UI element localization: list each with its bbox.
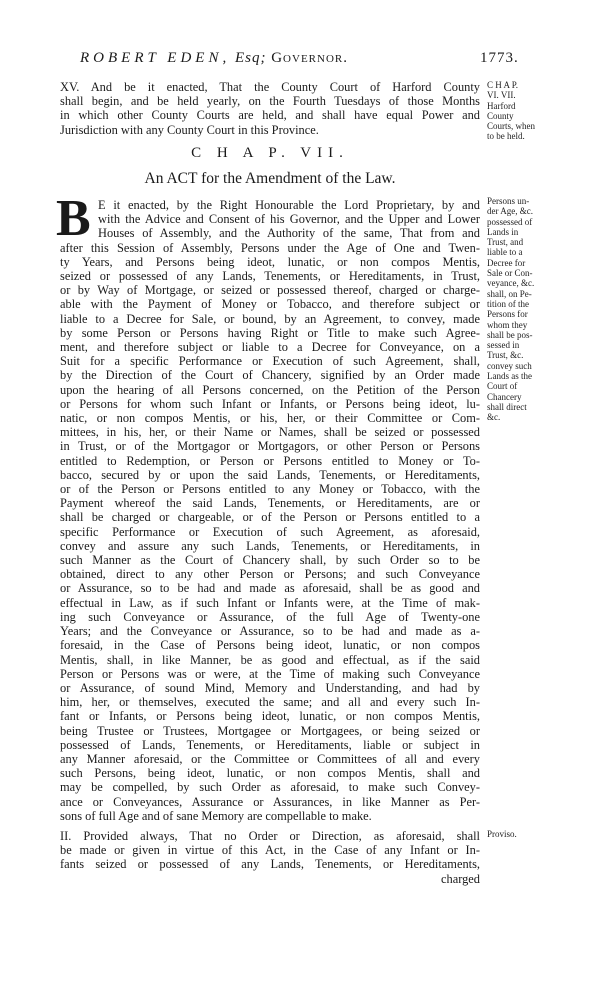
act-title: An ACT for the Amendment of the Law. <box>144 170 396 187</box>
text-line: or Assurance, so to be had and made as aforesaid, shall be as good and <box>60 581 480 596</box>
margin-line: Court of <box>487 381 518 392</box>
margin-line: County <box>487 110 514 121</box>
text-line: with the Advice and Consent of his Governor, and the Upper and Lower <box>98 212 480 227</box>
margin-line: possessed of <box>487 216 533 227</box>
text-line: Jurisdiction with any County Court in this Province. <box>60 122 319 137</box>
text-line: bacco, secured by or upon the said Lands, Tenements, or Hereditaments, <box>60 467 480 482</box>
text-line: effectual in Law, as if such Infant or Infants were, at the Time of mak- <box>60 595 480 610</box>
section-xv <box>60 80 480 137</box>
text-line: after this Session of Assembly, Persons under the Age of One and Twen- <box>60 240 480 255</box>
text-line: Mentis, shall, in like Manner, be as good and effectual, as if the said <box>60 652 480 667</box>
text-line: obtained, direct to any other Person or Persons; and such Conveyance <box>60 567 480 582</box>
text-line: by the Direction of the Court of Chancery, signified by an Order made <box>60 368 480 383</box>
margin-line: sessed in <box>487 340 520 351</box>
margin-line: VI. VII. <box>487 90 516 101</box>
section-ii <box>60 829 480 886</box>
running-header <box>80 50 519 67</box>
margin-line: veyance, &c. <box>487 278 535 289</box>
catchword: charged <box>441 871 480 886</box>
text-line: or Assurance, of sound Mind, Memory and Understanding, and had by <box>60 680 480 695</box>
margin-line: C H A P. <box>487 80 519 90</box>
margin-line: shall direct <box>487 401 527 412</box>
text-line: Years; and the Conveyance or Assurance, so to be had and made as a- <box>60 624 480 639</box>
text-line: able with the Payment of Money or Tobacco, and therefore subject or <box>60 297 480 312</box>
text-line: may be compelled, by such Order as aforesaid, to make such Convey- <box>60 780 480 795</box>
text-line: specific Performance or Execution of such Agreement, as aforesaid, <box>60 524 480 539</box>
drop-cap: B <box>56 190 91 247</box>
text-line: Houses of Assembly, and the Authority of the same, That from and <box>98 226 480 241</box>
margin-line: shall, on Pe- <box>487 288 532 299</box>
text-line: XV. And be it enacted, That the County Court of Harford County <box>60 80 480 94</box>
margin-line: Harford <box>487 100 516 111</box>
margin-note-chap <box>487 80 577 142</box>
text-line: by some Person or Persons having Right or Title to make such Agree- <box>60 325 480 340</box>
margin-line: Trust, and <box>487 237 524 248</box>
margin-line: shall be pos- <box>487 329 533 340</box>
margin-line: Lands in <box>487 226 519 237</box>
margin-line: Sale or Con- <box>487 268 533 279</box>
text-line: or Persons for whom such Infant or Infants, or Persons being ideot, lu- <box>60 396 480 411</box>
text-line: Payment whereof the said Lands, Tenements, or Hereditaments, are or <box>60 496 480 511</box>
text-line: possessed of Lands, Tenements, or Hereditaments, liable or subject in <box>60 737 480 752</box>
text-line: liable to a Decree for Sale, or bound, by an Agreement, to convey, made <box>60 311 480 326</box>
text-line: such Persons, being ideot, lunatic, or non compos Mentis, shall and <box>60 766 480 781</box>
text-line: mittees, in his, her, or their Name or Names, shall be seized or possessed <box>60 425 480 440</box>
margin-line: liable to a <box>487 247 523 258</box>
margin-note-proviso <box>487 829 577 839</box>
text-line: foresaid, in the Case of Persons being ideot, lunatic, or non compos <box>60 638 480 653</box>
chapter-heading: C H A P. VII. <box>191 145 349 161</box>
text-line: any Manner aforesaid, or the Committee or Committees of all and every <box>60 751 480 766</box>
text-line: fants seized or possessed of any Lands, Tenements, or Hereditaments, <box>60 857 480 872</box>
text-line: such Manner as the Court of Chancery shall, by such Order so to be <box>60 553 480 568</box>
margin-line: Trust, &c. <box>487 350 524 361</box>
text-line: convey and assure any such Lands, Tenements, or Hereditaments, in <box>60 538 480 553</box>
text-line: ance or Conveyances, Assurance or Assurances, in like Manner as Per- <box>60 794 480 809</box>
text-line: upon the hearing of all Persons concerned, on the Petition of the Person <box>60 382 480 397</box>
margin-line: &c. <box>487 412 501 423</box>
text-line: shall be charged or chargeable, or of the Person or Persons entitled to a <box>60 510 480 525</box>
margin-line: der Age, &c. <box>487 206 533 217</box>
text-line: be made or given in virtue of this Act, in the Case of any Infant or In- <box>60 843 480 858</box>
act-body <box>60 198 480 823</box>
header-title: Governor. <box>271 50 348 66</box>
text-line: E it enacted, by the Right Honourable the Lord Proprietary, by and <box>98 198 480 212</box>
margin-line: Proviso. <box>487 829 517 839</box>
text-line: ing such Conveyance or Assurance, of the full Age of Twenty-one <box>60 609 480 624</box>
text-line: entitled to Redemption, or Person or Persons entitled to Money or To- <box>60 453 480 468</box>
margin-line: Persons un- <box>487 196 530 206</box>
margin-line: whom they <box>487 319 528 330</box>
text-line: seized or possessed of any Lands, Tenements, or Hereditaments, in Trust, <box>60 269 480 284</box>
margin-note-persons <box>487 196 577 423</box>
margin-line: Decree for <box>487 257 526 268</box>
header-esq: Esq; <box>234 50 267 66</box>
margin-line: tition of the <box>487 298 529 309</box>
text-line: natic, or non compos Mentis, or his, her, or their Committee or Com- <box>60 411 480 426</box>
text-line: him, her, or themselves, executed the same; and all and every such In- <box>60 695 480 710</box>
margin-line: convey such <box>487 360 532 371</box>
margin-line: Persons for <box>487 309 528 320</box>
margin-line: Lands as the <box>487 371 532 382</box>
header-year: 1773. <box>480 50 519 66</box>
text-line: shall begin, and be held yearly, on the Fourth Tuesdays of those Months <box>60 94 480 109</box>
text-line: being Trustee or Trustees, Mortgagee or Mortgagees, or being seized or <box>60 723 480 738</box>
text-line: in which other County Courts are held, and shall have equal Power and <box>60 108 480 123</box>
text-line: Suit for a specific Performance or Execution of such Agreement, shall, <box>60 354 480 369</box>
text-line: in Trust, or of the Mortgagor or Mortgagors, or other Person or Persons <box>60 439 480 454</box>
margin-line: Courts, when <box>487 121 535 132</box>
margin-line: Chancery <box>487 391 522 402</box>
text-line: or by Way of Mortgage, or seized or possessed thereof, charged or charge- <box>60 283 480 298</box>
text-line: ty Years, and Persons being ideot, lunatic, or non compos Mentis, <box>60 254 480 269</box>
text-line: ment, and therefore subject or liable to a Decree for Conveyance, on a <box>60 340 480 355</box>
text-line: Person or Persons was or were, at the Time of making such Conveyance <box>60 666 480 681</box>
text-line: sons of full Age and of sane Memory are compellable to make. <box>60 808 372 823</box>
text-line: fant or Infants, or Persons being ideot, lunatic, or non compos Mentis, <box>60 709 480 724</box>
text-line: II. Provided always, That no Order or Direction, as aforesaid, shall <box>60 829 480 843</box>
header-name: ROBERT EDEN, <box>80 50 231 66</box>
margin-line: to be held. <box>487 131 525 142</box>
text-line: or of the Person or Persons entitled to any Money or Tobacco, with the <box>60 482 480 497</box>
